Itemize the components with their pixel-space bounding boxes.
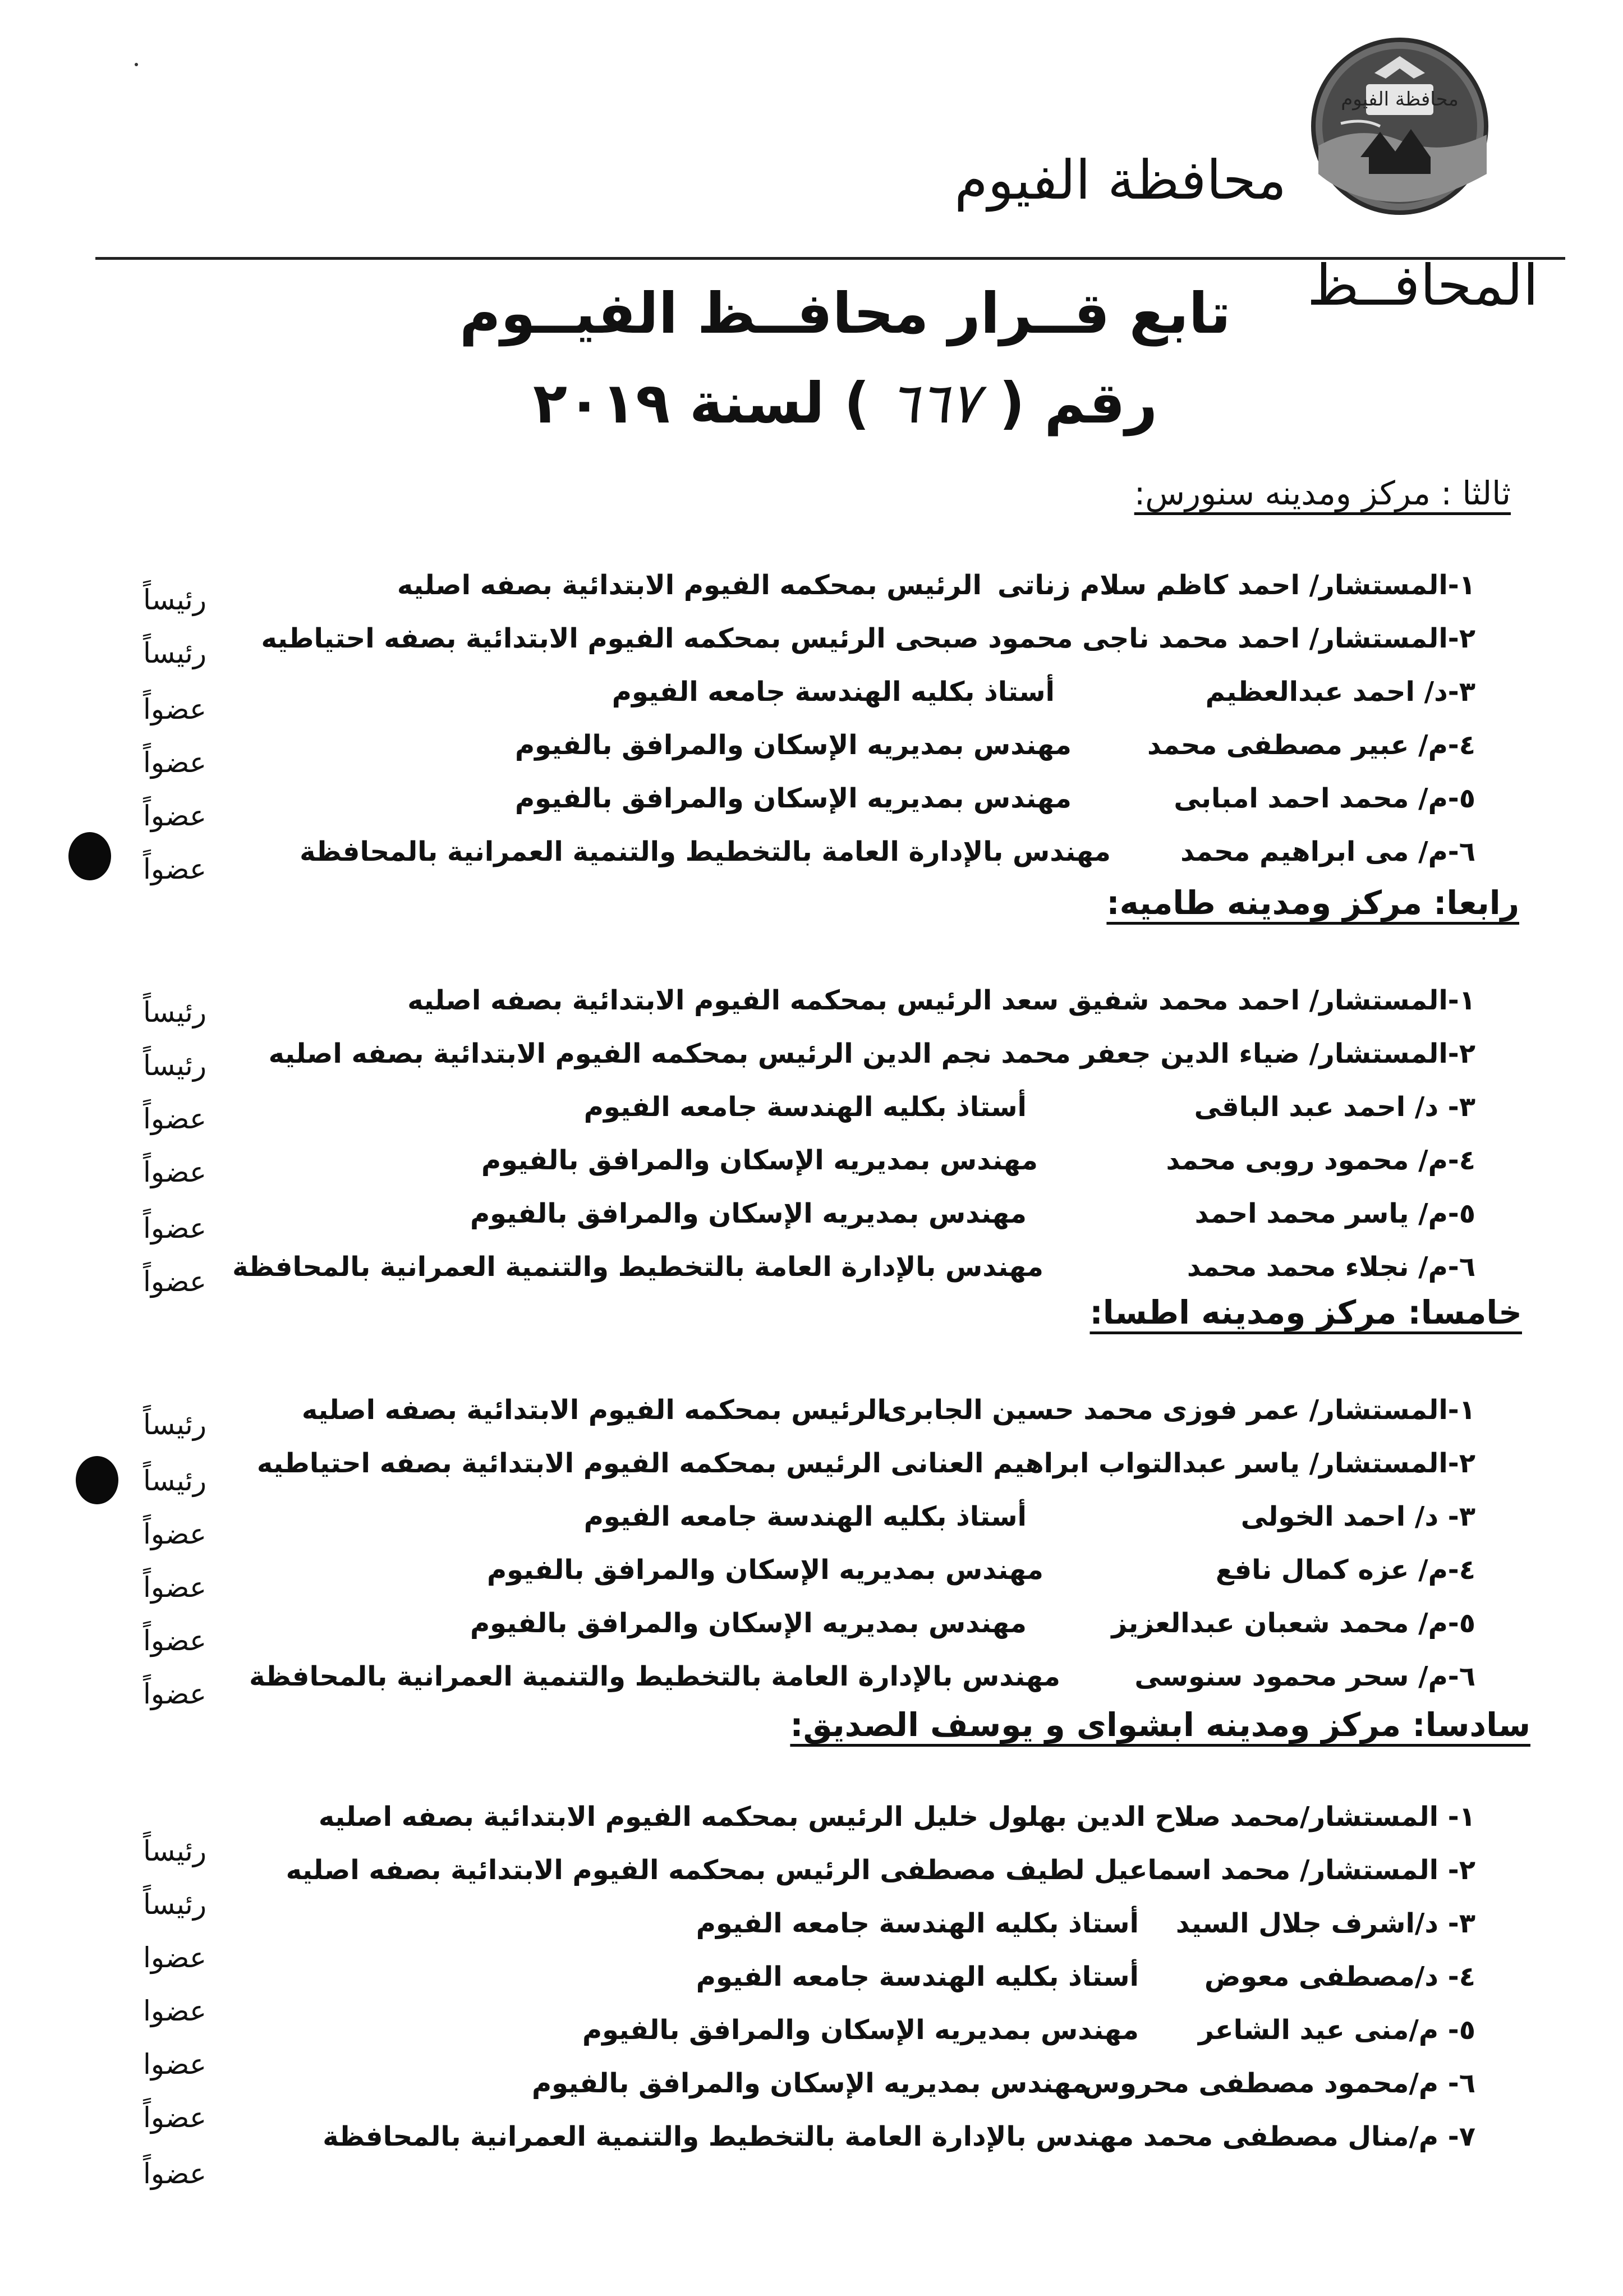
member-name: ٣-د/ احمد عبدالعظيم xyxy=(1205,676,1475,708)
member-role: عضواً xyxy=(143,1212,206,1245)
member-name: ٤- د/مصطفى معوض xyxy=(1204,1961,1475,1992)
member-title: أستاذ بكليه الهندسة جامعه الفيوم xyxy=(696,1908,1139,1939)
member-row xyxy=(264,570,1475,614)
member-name: ٧- م/منال مصطفى محمد مهندس بالإدارة العامة بالتخطيط والتنمية العمرانية بالمحافظة xyxy=(323,2121,1475,2152)
member-title: أستاذ بكليه الهندسة جامعه الفيوم xyxy=(583,1091,1027,1123)
member-name: ٦- م/محمود مصطفى محروس xyxy=(1082,2068,1475,2099)
member-row xyxy=(264,1961,1475,2006)
member-role: عضوا xyxy=(143,1995,206,2027)
member-name: ٣- د/اشرف جلال السيد xyxy=(1175,1908,1475,1939)
punch-hole xyxy=(76,1456,118,1504)
member-role: عضوا xyxy=(143,1941,206,1974)
member-role: رئيساً xyxy=(143,637,206,669)
member-name: ٦-م/ سحر محمود سنوسى xyxy=(1134,1661,1475,1692)
member-role: رئيساً xyxy=(143,996,206,1028)
member-role: عضوا xyxy=(143,2048,206,2081)
svg-text:محافظة الفيوم: محافظة الفيوم xyxy=(1341,88,1459,111)
member-row xyxy=(264,1198,1475,1243)
member-role: عضواً xyxy=(143,1265,206,1298)
member-title: مهندس بمديريه الإسكان والمرافق بالفيوم xyxy=(531,2068,1088,2099)
scan-speck xyxy=(135,63,138,66)
member-name: ٥-م/ محمد شعبان عبدالعزيز xyxy=(1111,1608,1475,1639)
section-title: رابعا: مركز ومدينه طاميه: xyxy=(1106,884,1519,922)
member-title: مهندس بمديريه الإسكان والمرافق بالفيوم xyxy=(470,1608,1027,1639)
member-title: أستاذ بكليه الهندسة جامعه الفيوم xyxy=(583,1501,1027,1532)
member-row xyxy=(232,1251,1475,1296)
member-name: ١-المستشار/ احمد محمد شفيق سعد الرئيس بمحكمه الفيوم الابتدائية بصفه اصليه xyxy=(407,985,1475,1016)
member-row xyxy=(264,783,1475,828)
member-title: مهندس بالإدارة العامة بالتخطيط والتنمية العمرانية بالمحافظة xyxy=(300,836,1111,867)
member-title: الرئيس بمحكمه الفيوم الابتدائية بصفه اصليه xyxy=(318,1801,903,1833)
member-title: مهندس بمديريه الإسكان والمرافق بالفيوم xyxy=(582,2014,1139,2046)
member-row xyxy=(264,676,1475,721)
member-row xyxy=(264,1501,1475,1546)
member-name: ٢-المستشار/ احمد محمد ناجى محمود صبحى الرئيس بمحكمه الفيوم الابتدائية بصفه احتياطيه xyxy=(261,623,1475,654)
member-title: مهندس بمديريه الإسكان والمرافق بالفيوم xyxy=(486,1554,1043,1586)
member-name: ٤-م/ محمود روبى محمد xyxy=(1166,1145,1475,1176)
member-name: ١- المستشار/محمد صلاح الدين بهلول خليل xyxy=(913,1801,1475,1833)
member-role: رئيساً xyxy=(143,1835,206,1867)
member-name: ٣- د/ احمد الخولى xyxy=(1240,1501,1475,1532)
member-title: الرئيس بمحكمه الفيوم الابتدائية بصفه اصليه xyxy=(301,1394,886,1426)
governorate-name: محافظة الفيوم xyxy=(954,149,1286,212)
member-role: عضواً xyxy=(143,853,206,885)
member-row xyxy=(264,729,1475,774)
member-role: رئيساً xyxy=(143,1888,206,1921)
member-title: مهندس بمديريه الإسكان والمرافق بالفيوم xyxy=(481,1145,1038,1176)
member-title: مهندس بالإدارة العامة بالتخطيط والتنمية العمرانية بالمحافظة xyxy=(232,1251,1043,1283)
member-name: ٥-م/ محمد احمد امبابى xyxy=(1174,783,1475,814)
section-title: ثالثا : مركز ومدينه سنورس: xyxy=(1134,474,1511,512)
punch-hole xyxy=(68,832,111,880)
section-title: سادسا: مركز ومدينه ابشواى و يوسف الصديق: xyxy=(790,1706,1530,1744)
member-name: ٤-م/ عبير مصطفى محمد xyxy=(1147,729,1475,761)
member-row xyxy=(264,1854,1475,1899)
member-name: ٢-المستشار/ ياسر عبدالتواب ابراهيم العنانى الرئيس بمحكمه الفيوم الابتدائية بصفه احتياطيه xyxy=(256,1448,1475,1479)
member-role: رئيساً xyxy=(143,584,206,616)
member-title: مهندس بمديريه الإسكان والمرافق بالفيوم xyxy=(514,783,1072,814)
member-row xyxy=(261,623,1475,668)
member-name: ٢- المستشار/ محمد اسماعيل لطيف مصطفى الرئيس بمحكمه الفيوم الابتدائية بصفه اصليه xyxy=(286,1854,1475,1886)
member-role: عضواً xyxy=(143,1571,206,1604)
member-row xyxy=(264,1554,1475,1599)
member-name: ٦-م/ نجلاء محمد محمد xyxy=(1187,1251,1475,1283)
member-row xyxy=(264,2121,1475,2166)
member-name: ١-المستشار/ عمر فوزى محمد حسين الجابرى xyxy=(882,1394,1475,1426)
member-role: رئيساً xyxy=(143,1408,206,1441)
decree-number: ٦٦٧ xyxy=(889,370,980,436)
member-name: ٣- د/ احمد عبد الباقى xyxy=(1194,1091,1475,1123)
governor-label: المحافــظ xyxy=(1307,252,1539,318)
member-role: عضواً xyxy=(143,2101,206,2134)
decree-number-prefix: رقم ( xyxy=(999,370,1158,436)
member-role: رئيساً xyxy=(143,1049,206,1082)
member-role: عضواً xyxy=(143,1678,206,1710)
member-row xyxy=(264,1145,1475,1190)
member-title: أستاذ بكليه الهندسة جامعه الفيوم xyxy=(612,676,1055,708)
member-row xyxy=(264,1038,1475,1083)
member-title: الرئيس بمحكمه الفيوم الابتدائية بصفه اصليه xyxy=(397,570,982,601)
member-role: عضواً xyxy=(143,746,206,779)
decree-number-line xyxy=(0,370,1623,436)
governorate-seal-logo xyxy=(1307,34,1492,219)
member-row xyxy=(264,2014,1475,2059)
member-name: ٤-م/ عزه كمال نافع xyxy=(1215,1554,1475,1586)
member-row xyxy=(249,1661,1475,1706)
member-role: عضواً xyxy=(143,1624,206,1657)
member-row xyxy=(264,2068,1475,2113)
member-name: ١-المستشار/ احمد كاظم سلام زناتى xyxy=(997,570,1475,601)
member-title: مهندس بمديريه الإسكان والمرافق بالفيوم xyxy=(514,729,1072,761)
member-title: مهندس بمديريه الإسكان والمرافق بالفيوم xyxy=(470,1198,1027,1229)
member-row xyxy=(264,1908,1475,1953)
member-role: عضواً xyxy=(143,693,206,725)
member-title: مهندس بالإدارة العامة بالتخطيط والتنمية العمرانية بالمحافظة xyxy=(249,1661,1060,1692)
member-name: ٥-م/ ياسر محمد احمد xyxy=(1194,1198,1475,1229)
member-name: ٥- م/منى عيد الشاعر xyxy=(1198,2014,1475,2046)
member-title: أستاذ بكليه الهندسة جامعه الفيوم xyxy=(696,1961,1139,1992)
section-title: خامسا: مركز ومدينه اطسا: xyxy=(1089,1293,1522,1331)
member-role: رئيساً xyxy=(143,1464,206,1497)
member-role: عضواً xyxy=(143,800,206,832)
member-row xyxy=(264,1608,1475,1652)
member-name: ٦-م/ مى ابراهيم محمد xyxy=(1180,836,1475,867)
member-row xyxy=(264,836,1475,881)
member-role: عضواً xyxy=(143,1156,206,1188)
member-role: عضواً xyxy=(143,1518,206,1550)
member-row xyxy=(264,1801,1475,1846)
member-name: ٢-المستشار/ ضياء الدين جعفر محمد نجم الدين الرئيس بمحكمه الفيوم الابتدائية بصفه اصليه xyxy=(268,1038,1475,1069)
decree-number-suffix: ) لسنة ٢٠١٩ xyxy=(532,370,870,436)
member-role: عضواً xyxy=(143,1103,206,1135)
decree-title: تابع قــرار محافــظ الفيــوم xyxy=(459,281,1231,346)
member-row xyxy=(264,1394,1475,1439)
member-row xyxy=(256,1448,1475,1493)
member-role: عضواً xyxy=(143,2157,206,2190)
member-row xyxy=(264,1091,1475,1136)
member-row xyxy=(264,985,1475,1030)
